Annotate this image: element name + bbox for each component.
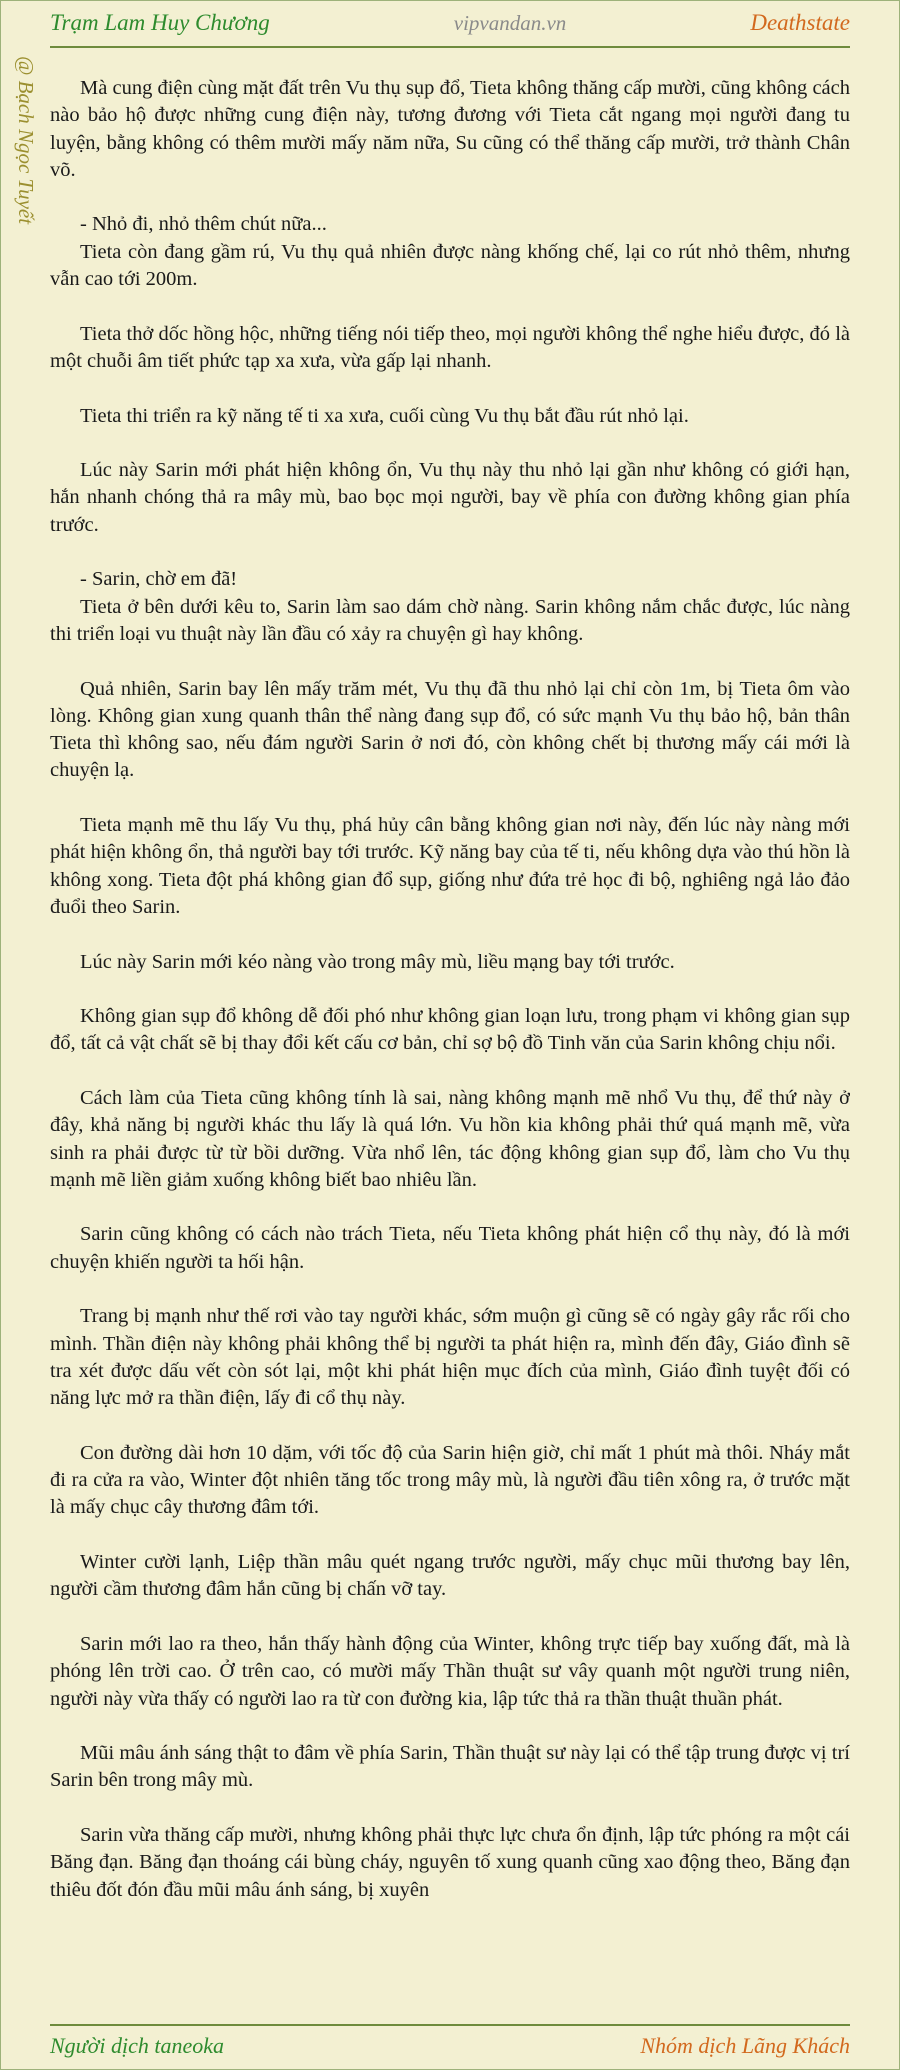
header-divider [50, 46, 850, 48]
header-author: Deathstate [750, 10, 850, 35]
paragraph: Sarin cũng không có cách nào trách Tieta, nếu Tieta không phát hiện cổ thụ này, đó là mới chuyện khiến người ta hối hận. [50, 1223, 850, 1273]
paragraph: Mà cung điện cùng mặt đất trên Vu thụ sụp đổ, Tieta không thăng cấp mười, cũng không cách nào bảo hộ được những cung điện này, tương đương với Tieta cắt ngang mọi người đang tu luyện, bằng không có thêm mười mấy năm nữa, Su cũng có thể thăng cấp mười, trở thành Chân võ. [50, 77, 850, 181]
paragraph: Quả nhiên, Sarin bay lên mấy trăm mét, Vu thụ đã thu nhỏ lại chỉ còn 1m, bị Tieta ôm vào lòng. Không gian xung quanh thân thể nàng đang sụp đổ, có sức mạnh Vu thụ bảo hộ, bản thân Tieta thì không sao, nếu đám người Sarin ở nơi đó, còn không chết bị thương mấy cái mới là chuyện lạ. [50, 677, 850, 782]
paragraph: Tieta thở dốc hồng hộc, những tiếng nói tiếp theo, mọi người không thể nghe hiểu được, đó là một chuỗi âm tiết phức tạp xa xưa, vừa gấp lại nhanh. [50, 322, 850, 372]
paragraph: Con đường dài hơn 10 dặm, với tốc độ của Sarin hiện giờ, chỉ mất 1 phút mà thôi. Nháy mắt đi ra cửa ra vào, Winter đột nhiên tăng tốc trong mây mù, là người đầu tiên xông ra, ở trước mặt là mấy chục cây thương đâm tới. [50, 1441, 850, 1519]
paragraph: Tieta mạnh mẽ thu lấy Vu thụ, phá hủy cân bằng không gian nơi này, đến lúc này nàng mới phát hiện không ổn, thả người bay tới trước. Kỹ năng bay của tế ti, nếu không dựa vào thú hồn là không xong. Tieta đột phá không gian đổ sụp, giống như đứa trẻ học đi bộ, nghiêng ngả lảo đảo đuổi theo Sarin. [50, 814, 850, 918]
paragraph: Tieta còn đang gầm rú, Vu thụ quả nhiên được nàng khống chế, lại co rút nhỏ thêm, nhưng vẫn cao tới 200m. [50, 240, 850, 291]
footer-translator: Người dịch taneoka [50, 2033, 225, 2058]
dialogue-line: - Nhỏ đi, nhỏ thêm chút nữa... [80, 213, 327, 236]
paragraph: Không gian sụp đổ không dễ đối phó như không gian loạn lưu, trong phạm vi không gian sụp đổ, tất cả vật chất sẽ bị thay đổi kết cấu cơ bản, chỉ sợ bộ đồ Tinh văn của Sarin không chịu nổi. [50, 1005, 850, 1055]
chapter-text [50, 75, 850, 2020]
paragraph: Tieta ở bên dưới kêu to, Sarin làm sao dám chờ nàng. Sarin không nắm chắc được, lúc nàng thi triển loại vu thuật này lần đầu có xảy ra chuyện gì hay không. [50, 595, 850, 645]
paragraph: Cách làm của Tieta cũng không tính là sai, nàng không mạnh mẽ nhổ Vu thụ, để thứ này ở đây, khả năng bị người khác thu lấy là quá lớn. Vu hồn kia không phải thứ quá mạnh mẽ, vừa sinh ra phải được từ từ bồi dưỡng. Vừa nhổ lên, tác động không gian sụp đổ, làm cho Vu thụ mạnh mẽ liền giảm xuống không biết bao nhiêu lần. [50, 1086, 850, 1191]
paragraph: Lúc này Sarin mới phát hiện không ổn, Vu thụ này thu nhỏ lại gần như không có giới hạn, hắn nhanh chóng thả ra mây mù, bao bọc mọi người, bay về phía con đường không gian phía trước. [50, 459, 850, 536]
footer-group: Nhóm dịch Lãng Khách [640, 2033, 850, 2058]
paragraph: Sarin vừa thăng cấp mười, nhưng không phải thực lực chưa ổn định, lập tức phóng ra một cái Băng đạn. Băng đạn thoáng cái bùng cháy, nguyên tố xung quanh cũng xao động theo, Băng đạn thiêu đốt đón đầu mũi mâu ánh sáng, bị xuyên [50, 1824, 850, 1901]
paragraph: Tieta thi triển ra kỹ năng tế ti xa xưa, cuối cùng Vu thụ bắt đầu rút nhỏ lại. [80, 404, 689, 427]
paragraph: Mũi mâu ánh sáng thật to đâm về phía Sarin, Thần thuật sư này lại có thể tập trung được vị trí Sarin bên trong mây mù. [50, 1742, 850, 1792]
paragraph: Sarin mới lao ra theo, hắn thấy hành động của Winter, không trực tiếp bay xuống đất, mà là phóng lên trời cao. Ở trên cao, có mười mấy Thần thuật sư vây quanh một người trung niên, người này vừa thấy có người lao ra từ con đường kia, lập tức thả ra thần thuật thuần phát. [50, 1632, 850, 1710]
paragraph: Trang bị mạnh như thế rơi vào tay người khác, sớm muộn gì cũng sẽ có ngày gây rắc rối cho mình. Thần điện này không phải không thể bị người ta phát hiện ra, mình đến đây, Giáo đình sẽ tra xét được dấu vết còn sót lại, một khi phát hiện mục đích của mình, Giáo đình tuyệt đối có năng lực mở ra thần điện, lấy đi cổ thụ này. [50, 1305, 850, 1410]
header-website: vipvandan.vn [453, 10, 567, 35]
paragraph: Winter cười lạnh, Liệp thần mâu quét ngang trước người, mấy chục mũi thương bay lên, người cầm thương đâm hắn cũng bị chấn vỡ tay. [50, 1551, 850, 1601]
page-footer [50, 2026, 850, 2066]
header-site-name: Trạm Lam Huy Chương [50, 10, 270, 35]
side-watermark-label: @ Bạch Ngọc Tuyết [14, 56, 38, 225]
dialogue-line: - Sarin, chờ em đã! [80, 568, 238, 591]
paragraph: Lúc này Sarin mới kéo nàng vào trong mây mù, liều mạng bay tới trước. [80, 950, 675, 973]
page-header [50, 0, 850, 46]
